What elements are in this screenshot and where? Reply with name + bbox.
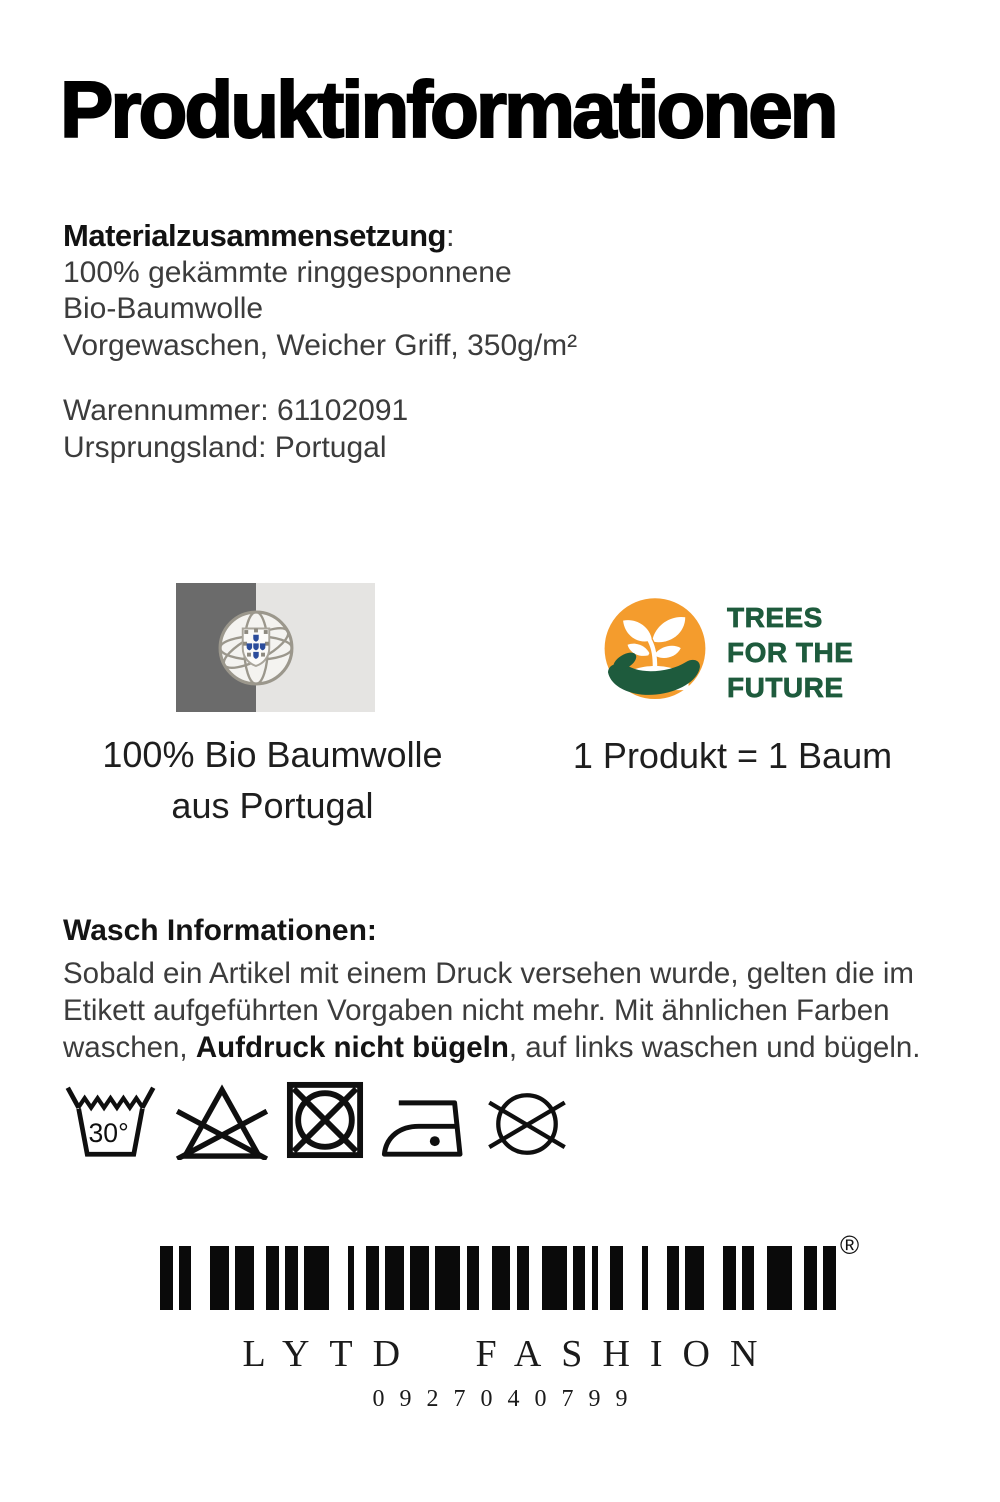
trees-wordmark-line: FOR THE: [727, 636, 854, 668]
barcode-bar: [366, 1246, 379, 1310]
iron-one-dot-icon: [379, 1098, 469, 1160]
trees-wordmark-line: TREES: [727, 601, 823, 633]
barcode-bar: [742, 1246, 755, 1310]
portugal-caption-line2: aus Portugal: [171, 785, 374, 826]
barcode-bar: [348, 1246, 354, 1310]
wash-text-before: Sobald ein Artikel mit einem Druck versehen wurde, gelten die im Etikett aufgeführten Vorgaben nicht mehr. Mit ähnlichen Farben waschen,: [63, 957, 914, 1064]
barcode-bar: [304, 1246, 329, 1310]
portugal-flag: [176, 583, 375, 712]
wash-30-icon: [63, 1082, 158, 1160]
material-line: 100% gekämmte ringgesponnene: [63, 255, 512, 289]
barcode-bar: [642, 1246, 648, 1310]
material-heading-text: Materialzusammensetzung: [63, 218, 446, 253]
wash-text-bold: Aufdruck nicht bügeln: [195, 1031, 509, 1064]
barcode-bar: [517, 1246, 530, 1310]
barcode-bar: [823, 1246, 836, 1310]
wash-text-after: , auf links waschen und bügeln.: [508, 1031, 921, 1064]
wash-info-section: [63, 914, 951, 1066]
barcode-bar: [492, 1246, 511, 1310]
ursprungsland-line: Ursprungsland: Portugal: [63, 431, 387, 464]
wash-info-text: [63, 955, 951, 1066]
do-not-dry-clean-icon: [484, 1088, 570, 1160]
barcode-bar: [266, 1246, 279, 1310]
material-section: [63, 218, 577, 364]
barcode-bar: [179, 1246, 192, 1310]
seedling-hand-icon: [599, 596, 711, 708]
portugal-caption-line1: 100% Bio Baumwolle: [102, 734, 443, 775]
brand-number: 0927040799: [372, 1386, 643, 1412]
barcode-bar: [592, 1246, 598, 1310]
barcode-bar: [385, 1246, 404, 1310]
barcode-bar: [435, 1246, 460, 1310]
care-symbols-row: [63, 1080, 570, 1160]
barcode-bar: [235, 1246, 254, 1310]
barcode: [160, 1246, 860, 1310]
trees-for-the-future-logo: [599, 596, 853, 708]
material-heading-colon: :: [446, 218, 455, 253]
registered-mark: ®: [840, 1230, 860, 1260]
wash-info-heading: Wasch Informationen:: [63, 914, 377, 947]
barcode-bar: [573, 1246, 586, 1310]
barcode-bar: [667, 1246, 680, 1310]
material-heading: [63, 218, 577, 255]
product-meta-section: [63, 392, 408, 466]
trees-wordmark: [727, 600, 853, 705]
portugal-caption: [40, 729, 505, 831]
barcode-bar: [804, 1246, 817, 1310]
barcode-block: [160, 1230, 860, 1312]
material-line: Vorgewaschen, Weicher Griff, 350g/m²: [63, 328, 578, 362]
wash-temp-label: 30°: [88, 1117, 129, 1148]
page-title: Produktinformationen: [60, 65, 836, 154]
trees-caption: 1 Produkt = 1 Baum: [572, 735, 893, 776]
barcode-bar: [467, 1246, 480, 1310]
barcode-bar: [285, 1246, 298, 1310]
do-not-bleach-icon: [173, 1084, 271, 1160]
material-line: Bio-Baumwolle: [63, 292, 264, 325]
warennummer-line: Warennummer: 61102091: [63, 394, 409, 427]
barcode-bar: [410, 1246, 429, 1310]
barcode-bar: [210, 1246, 229, 1310]
do-not-tumble-dry-icon: [286, 1080, 364, 1160]
portugal-coat-of-arms-icon: [217, 609, 295, 687]
barcode-bar: [160, 1246, 173, 1310]
barcode-bar: [542, 1246, 567, 1310]
trees-wordmark-line: FUTURE: [727, 671, 844, 703]
barcode-bar: [685, 1246, 704, 1310]
barcode-bar: [723, 1246, 736, 1310]
barcode-bar: [610, 1246, 623, 1310]
brand-name: LYTD FASHION: [242, 1333, 778, 1375]
barcode-bar: [767, 1246, 792, 1310]
